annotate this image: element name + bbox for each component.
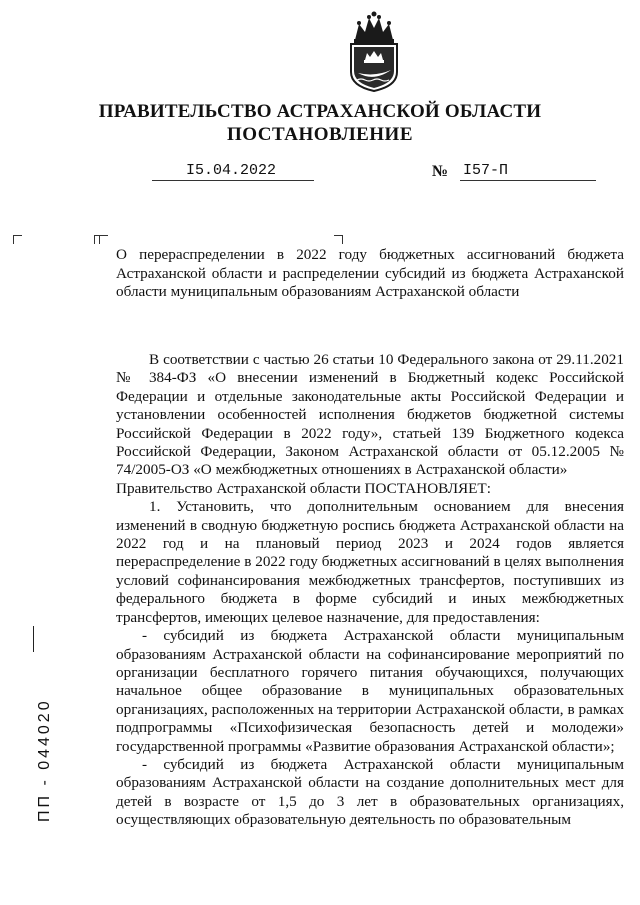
- margin-serial-code: ПП - 044020: [36, 698, 53, 822]
- document-subject: О перераспределении в 2022 году бюджетных ассигнований бюджета Астраханской области и распределении субсидий из бюджета Астраханской области муниципальным образованиям Астраханской области: [116, 246, 624, 300]
- coat-of-arms-emblem: [345, 10, 403, 92]
- corner-mark-subject-right: [334, 235, 343, 244]
- astrakhan-coat-of-arms-icon: [345, 10, 403, 92]
- organization-title: ПРАВИТЕЛЬСТВО АСТРАХАНСКОЙ ОБЛАСТИ: [98, 101, 542, 122]
- preamble-paragraph: В соответствии с частью 26 статьи 10 Федерального закона от 29.11.2021 № 384-ФЗ «О внесении изменений в Бюджетный кодекс Российской Федерации и отдельные законодательные акты Российской Федерации и установлении особенностей исполнения бюджетов бюджетной системы Российской Федерации в 2022 году», статьей 139 Бюджетного кодекса Российской Федерации, Законом Астраханской области от 05.12.2005 № 74/2005-ОЗ «О межбюджетных отношениях в Астраханской области»: [116, 351, 624, 479]
- document-date: I5.04.2022: [186, 162, 277, 179]
- bullet-2-paragraph: - субсидий из бюджета Астраханской области муниципальным образованиям Астраханской области на создание дополнительных мест для детей в возрасте от 1,5 до 3 лет в образовательных организациях, осуществляющих образовательную деятельность по образовательным: [116, 755, 624, 829]
- number-underline: [460, 180, 596, 181]
- number-label: №: [432, 163, 449, 180]
- corner-mark-left: [13, 235, 22, 244]
- resolves-line: Правительство Астраханской области ПОСТАНОВЛЯЕТ:: [116, 479, 491, 497]
- date-underline: [152, 180, 314, 181]
- item-1-paragraph: 1. Установить, что дополнительным основанием для внесения изменений в сводную бюджетную роспись бюджета Астраханской области на 2022 год и на плановый период 2023 и 2024 годов является перераспределение в 2022 году бюджетных ассигнований в целях выполнения условий софинансирования межбюджетных трансфертов, поступивших из федерального бюджета в форме субсидий и иных межбюджетных трансфертов, имеющих целевое назначение, для предоставления:: [116, 498, 624, 626]
- margin-line: [33, 626, 34, 652]
- document-kind-title: ПОСТАНОВЛЕНИЕ: [226, 124, 414, 145]
- document-number: I57-П: [463, 162, 509, 179]
- bullet-1-paragraph: - субсидий из бюджета Астраханской области муниципальным образованиям Астраханской области на софинансирование мероприятий по организации бесплатного горячего питания обучающихся, получающих начальное общее образование в муниципальных образовательных организациях, расположенных на территории Астраханской области, в рамках подпрограммы «Психофизическая безопасность детей и молодежи» государственной программы «Развитие образования Астраханской области»;: [116, 627, 624, 755]
- corner-mark-subject-left-2: [99, 235, 108, 244]
- document-body: [116, 351, 624, 830]
